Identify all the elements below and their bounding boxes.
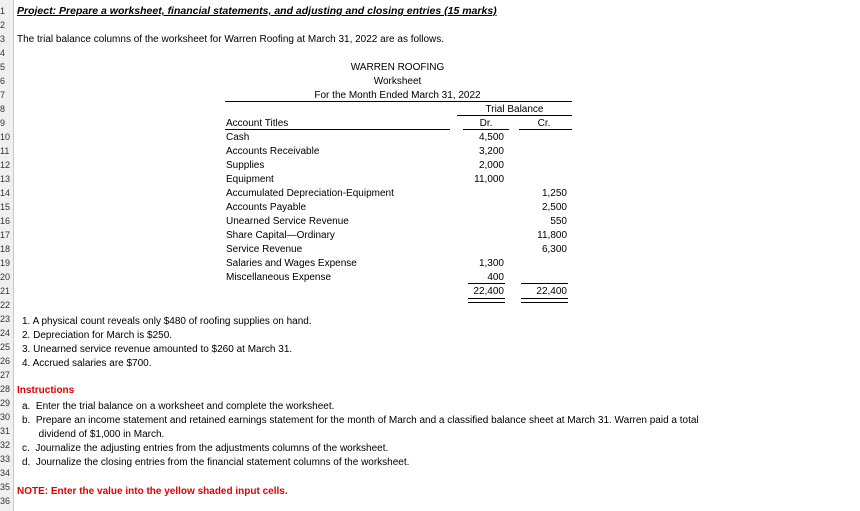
account-title: Share Capital—Ordinary — [226, 230, 335, 241]
account-title: Service Revenue — [226, 244, 303, 255]
row-number[interactable]: 2 — [0, 20, 6, 30]
cr-underline — [519, 129, 572, 130]
row-number[interactable]: 18 — [0, 244, 11, 254]
account-titles-heading: Account Titles — [226, 118, 289, 129]
adjustment-note: 1. A physical count reveals only $480 of roofing supplies on hand. — [22, 316, 312, 327]
row-number[interactable]: 7 — [0, 90, 6, 100]
row-number[interactable]: 24 — [0, 328, 11, 338]
total-debit: 22,400 — [473, 286, 504, 297]
row-number[interactable]: 1 — [0, 6, 6, 16]
intro-text: The trial balance columns of the worksheet for Warren Roofing at March 31, 2022 are as follows. — [17, 34, 445, 45]
row-number[interactable]: 29 — [0, 398, 11, 408]
credit-amount: 11,800 — [537, 230, 567, 241]
credit-amount: 6,300 — [541, 244, 567, 255]
row-number[interactable]: 23 — [0, 314, 11, 324]
debit-amount: 3,200 — [478, 146, 504, 157]
debit-amount: 400 — [487, 272, 504, 283]
dr-underline — [463, 129, 509, 130]
credit-amount: 1,250 — [541, 188, 567, 199]
account-title: Cash — [226, 132, 250, 143]
row-number[interactable]: 26 — [0, 356, 11, 366]
worksheet-period: For the Month Ended March 31, 2022 — [314, 90, 481, 101]
row-number[interactable]: 15 — [0, 202, 11, 212]
yellow-cells-note: NOTE: Enter the value into the yellow shaded input cells. — [17, 486, 288, 497]
credit-amount: 2,500 — [541, 202, 567, 213]
row-number[interactable]: 28 — [0, 384, 11, 394]
cr-total-rule — [521, 283, 568, 284]
account-title: Equipment — [226, 174, 274, 185]
account-title: Accounts Payable — [226, 202, 307, 213]
account-title: Unearned Service Revenue — [226, 216, 349, 227]
row-number[interactable]: 36 — [0, 496, 11, 506]
row-number[interactable]: 9 — [0, 118, 6, 128]
row-number[interactable]: 11 — [0, 146, 10, 156]
account-title: Supplies — [226, 160, 265, 171]
row-number[interactable]: 20 — [0, 272, 11, 282]
worksheet-name: Worksheet — [373, 76, 422, 87]
instruction-item: c. Journalize the adjusting entries from the adjustments columns of the worksheet. — [22, 443, 389, 454]
trial-balance-heading: Trial Balance — [485, 104, 544, 115]
account-title: Miscellaneous Expense — [226, 272, 332, 283]
adjustment-note: 4. Accrued salaries are $700. — [22, 358, 152, 369]
debit-amount: 4,500 — [478, 132, 504, 143]
debit-heading: Dr. — [479, 118, 493, 129]
row-number[interactable]: 10 — [0, 132, 11, 142]
trial-balance-underline — [457, 115, 572, 116]
company-name: WARREN ROOFING — [350, 62, 445, 73]
row-number[interactable]: 25 — [0, 342, 11, 352]
credit-heading: Cr. — [537, 118, 551, 129]
row-number[interactable]: 16 — [0, 216, 11, 226]
row-number[interactable]: 19 — [0, 258, 11, 268]
row-number[interactable]: 14 — [0, 188, 11, 198]
project-title: Project: Prepare a worksheet, financial statements, and adjusting and closing entries (15 marks) — [17, 5, 497, 17]
row-number[interactable]: 21 — [0, 286, 11, 296]
row-number[interactable]: 8 — [0, 104, 6, 114]
row-number[interactable]: 27 — [0, 370, 11, 380]
header-underline — [225, 101, 572, 102]
total-credit: 22,400 — [536, 286, 567, 297]
row-number[interactable]: 13 — [0, 174, 11, 184]
instruction-item: dividend of $1,000 in March. — [22, 429, 165, 440]
row-number[interactable]: 33 — [0, 454, 11, 464]
account-title: Accumulated Depreciation-Equipment — [226, 188, 394, 199]
row-number[interactable]: 32 — [0, 440, 11, 450]
credit-amount: 550 — [550, 216, 567, 227]
titles-underline — [225, 129, 450, 130]
debit-amount: 2,000 — [478, 160, 504, 171]
dr-total-rule — [468, 283, 505, 284]
cr-double-rule — [521, 298, 568, 303]
row-number[interactable]: 4 — [0, 48, 6, 58]
row-number[interactable]: 6 — [0, 76, 6, 86]
row-number[interactable]: 34 — [0, 468, 11, 478]
dr-double-rule — [468, 298, 505, 303]
adjustment-note: 3. Unearned service revenue amounted to $260 at March 31. — [22, 344, 293, 355]
row-number[interactable]: 12 — [0, 160, 11, 170]
instructions-heading: Instructions — [17, 385, 75, 396]
row-number[interactable]: 31 — [0, 426, 11, 436]
debit-amount: 11,000 — [474, 174, 504, 185]
instruction-item: b. Prepare an income statement and retained earnings statement for the month of March and a classified balance sheet at March 31. Warren paid a total — [22, 415, 699, 426]
instruction-item: d. Journalize the closing entries from the financial statement columns of the worksheet. — [22, 457, 410, 468]
account-title: Accounts Receivable — [226, 146, 320, 157]
debit-amount: 1,300 — [478, 258, 504, 269]
instruction-item: a. Enter the trial balance on a worksheet and complete the worksheet. — [22, 401, 335, 412]
row-number[interactable]: 3 — [0, 34, 6, 44]
row-number[interactable]: 22 — [0, 300, 11, 310]
row-number[interactable]: 35 — [0, 482, 11, 492]
adjustment-note: 2. Depreciation for March is $250. — [22, 330, 173, 341]
row-number[interactable]: 5 — [0, 62, 6, 72]
row-number[interactable]: 30 — [0, 412, 11, 422]
account-title: Salaries and Wages Expense — [226, 258, 357, 269]
row-number[interactable]: 17 — [0, 230, 11, 240]
